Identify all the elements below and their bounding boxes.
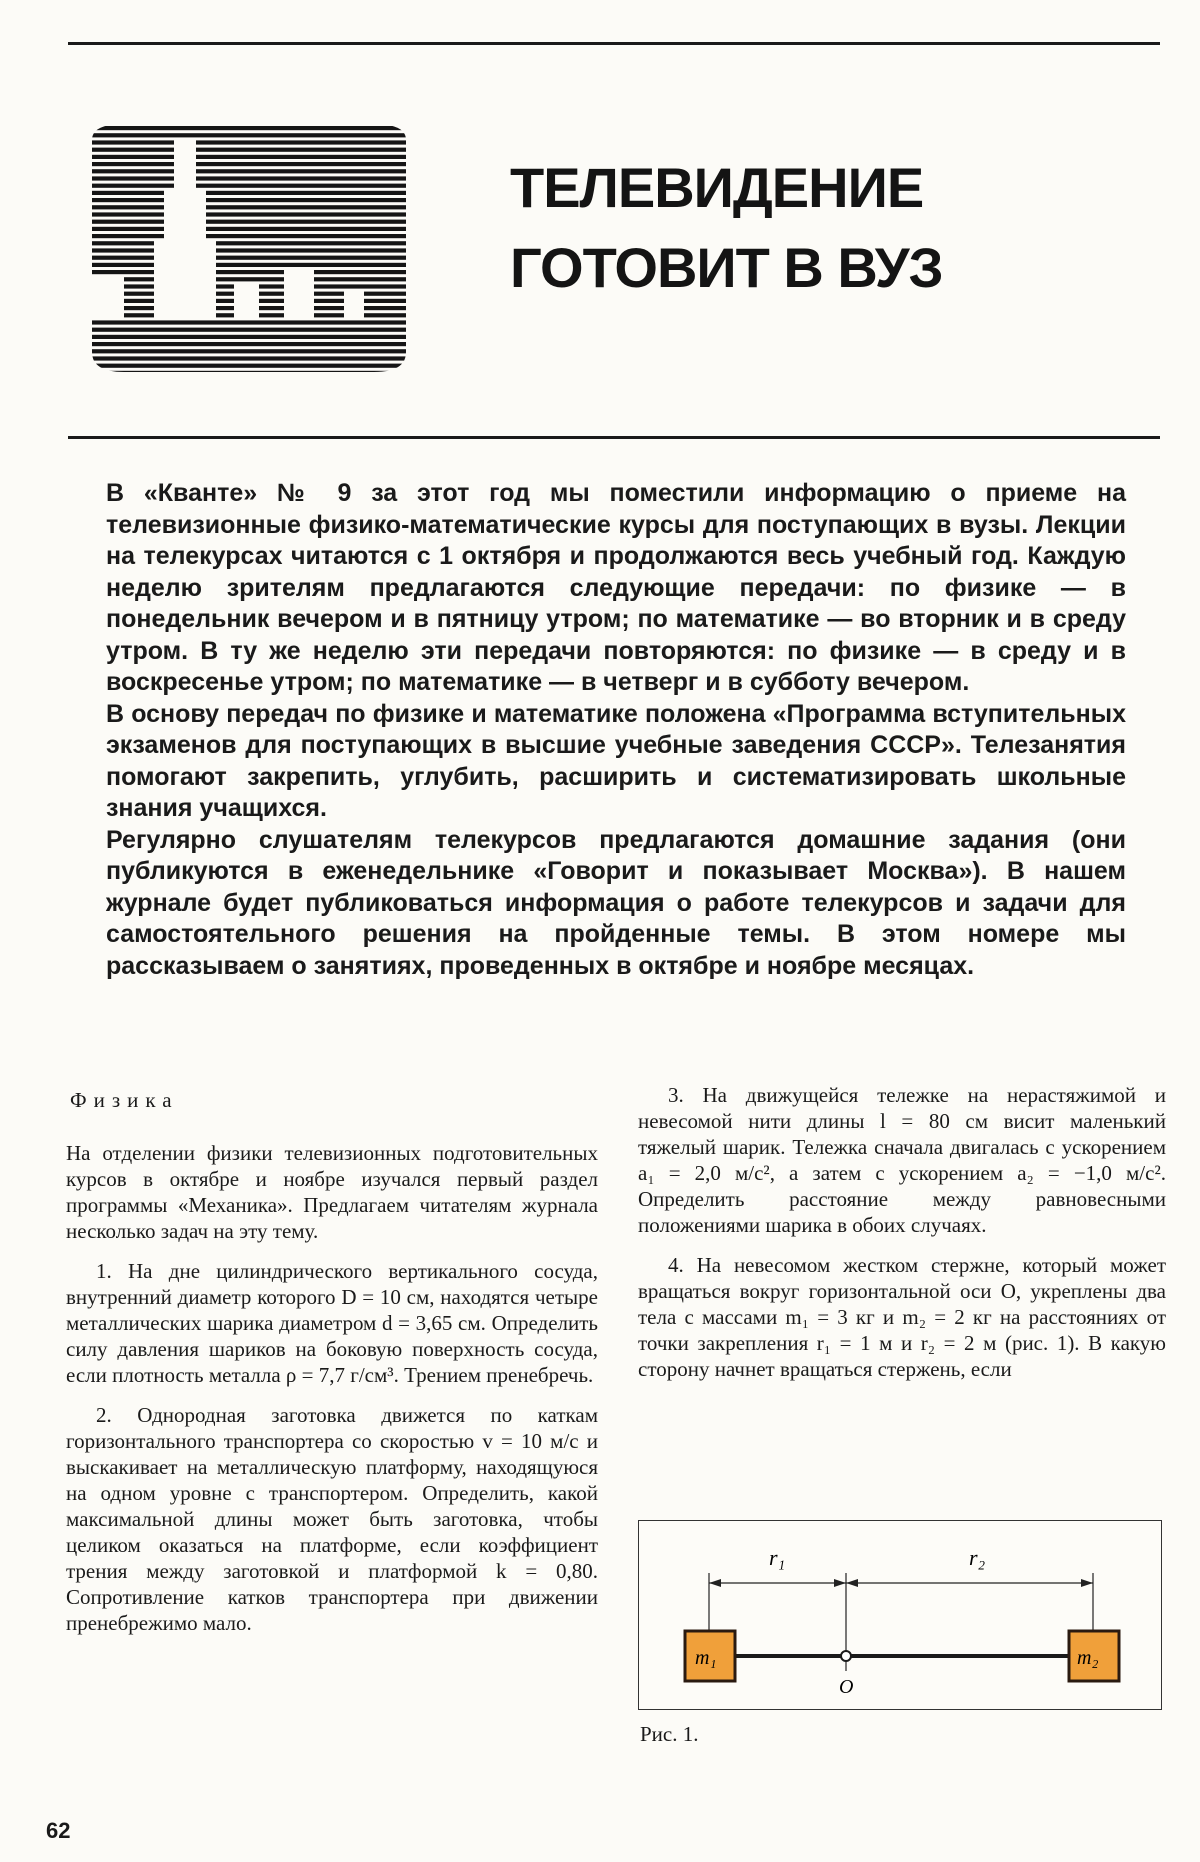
tv-stripe xyxy=(364,292,414,296)
tv-stripe xyxy=(84,126,414,130)
tv-stripe xyxy=(84,299,92,303)
tv-stripe xyxy=(84,227,164,231)
label-o: O xyxy=(839,1676,854,1698)
tv-stripe xyxy=(196,176,414,180)
intro-paragraph: В основу передач по физике и математике положена «Программа вступительных экзаменов для поступающих в высшие учебные заведения СССР». Телезанятия помогают закрепить, углубить, расширить и систематизировать школьные знания учащихся. xyxy=(106,699,1126,822)
tv-stripe xyxy=(216,313,234,317)
tv-stripe xyxy=(84,335,414,339)
label-m1: m₁ xyxy=(695,1647,717,1669)
header-bottom-rule xyxy=(68,436,1160,439)
tv-stripe xyxy=(84,342,414,346)
label-r2: r₂ xyxy=(969,1545,986,1570)
tv-stripe xyxy=(314,313,344,317)
tv-stripe xyxy=(314,306,344,310)
tv-stripe xyxy=(84,313,92,317)
tv-stripe xyxy=(206,191,414,195)
tv-stripe xyxy=(216,263,414,267)
tv-stripe xyxy=(84,263,154,267)
tv-stripe xyxy=(196,169,414,173)
tv-stripe xyxy=(259,299,284,303)
tv-stripe xyxy=(216,277,284,281)
tv-stripe xyxy=(84,155,174,159)
tv-stripe xyxy=(216,292,234,296)
section-lead: На отделении физики телевизионных подготовительных курсов в октябре и ноябре изучался первый раздел программы «Механика». Предлагаем читателям журнала несколько задач на эту тему. xyxy=(66,1141,598,1243)
tv-stripe xyxy=(84,364,414,368)
tv-stripe xyxy=(314,284,414,288)
arrowhead-icon xyxy=(846,1579,858,1587)
top-rule xyxy=(68,42,1160,45)
arrowhead-icon xyxy=(709,1579,721,1587)
tv-stripe xyxy=(84,148,174,152)
tv-stripe xyxy=(216,241,414,245)
tv-stripe xyxy=(314,299,344,303)
tv-stripe xyxy=(196,148,414,152)
problem-3: 3. На движущейся тележке на нерастяжимой и невесомой нити длины l = 80 см висит маленький тяжелый шарик. Тележка сначала двигалась с ускорением a₁ = 2,0 м/с², а затем с ускорением a₂ = −1,0 м/с². Определить расстояние между равновесными положениями шарика в обоих случаях. xyxy=(638,1083,1166,1237)
headline-line-1: ТЕЛЕВИДЕНИЕ xyxy=(510,156,924,219)
tv-stripe xyxy=(84,234,164,238)
tv-stripe xyxy=(364,306,414,310)
tv-stripe xyxy=(84,349,414,353)
tv-stripe xyxy=(206,234,414,238)
tv-stripe xyxy=(216,256,414,260)
tv-stripe xyxy=(84,184,174,188)
tv-stripe xyxy=(84,220,164,224)
tv-stripe xyxy=(196,140,414,144)
tv-stripe xyxy=(84,169,174,173)
tv-stripe xyxy=(84,248,154,252)
tv-stripe xyxy=(84,191,164,195)
tv-stripe xyxy=(216,284,234,288)
tv-stripe xyxy=(84,140,174,144)
problem-2: 2. Однородная заготовка движется по каткам горизонтального транспортера со скоростью v = 10 м/с и выскакивает на металлическую платформу, находящуюся на одном уровне с транспортером. Определить, какой максимальной длины может быть заготовка, чтобы целиком оказаться на платформе, если коэффициент трения между заготовкой и платформой k = 0,80. Сопротивление катков транспортера при движении пренебрежимо мало. xyxy=(66,1403,598,1635)
figure-1 xyxy=(638,1520,1162,1710)
tv-stripe xyxy=(84,320,414,324)
tv-stripe xyxy=(124,306,154,310)
tv-stripe xyxy=(259,292,284,296)
figure-caption: Рис. 1. xyxy=(640,1722,699,1746)
tv-stripe xyxy=(364,299,414,303)
tv-stripe xyxy=(84,162,174,166)
tv-stripe xyxy=(216,306,234,310)
tv-stripe xyxy=(84,270,154,274)
tv-stripe xyxy=(259,284,284,288)
tv-stripe xyxy=(84,356,414,360)
intro-text xyxy=(106,478,1126,982)
tv-stripe xyxy=(84,277,92,281)
tv-stripe xyxy=(216,299,234,303)
tv-stripe xyxy=(216,248,414,252)
tv-screen-logo-icon xyxy=(84,120,414,380)
intro-paragraph: В «Кванте» № 9 за этот год мы поместили информацию о приеме на телевизионные физико-математические курсы для поступающих в вузы. Лекции на телекурсах читаются с 1 октября и продолжаются весь учебный год. Каждую неделю зрителям предлагаются следующие передачи: по физике — в понедельник вечером и в пятницу утром; по математике — во вторник и в среду утром. В ту же неделю эти передачи повторяются: по физике — в среду и в воскресенье утром; по математике — в четверг и в субботу вечером. xyxy=(106,479,1126,696)
label-m2: m₂ xyxy=(1077,1647,1099,1669)
problem-4: 4. На невесомом жестком стержне, который может вращаться вокруг горизонтальной оси O, укреплены два тела с массами m₁ = 3 кг и m₂ = 2 кг на расстояниях от точки закрепления r₁ = 1 м и r₂ = 2 м (рис. 1). В какую сторону начнет вращаться стержень, если xyxy=(638,1253,1166,1381)
tv-stripe xyxy=(84,306,92,310)
tv-stripe xyxy=(84,241,154,245)
tv-stripe xyxy=(84,198,164,202)
tv-stripe xyxy=(84,292,92,296)
tv-stripe xyxy=(206,205,414,209)
tv-stripe xyxy=(84,371,414,375)
tv-stripe xyxy=(196,184,414,188)
section-title: Физика xyxy=(70,1088,179,1112)
tv-stripe xyxy=(84,212,164,216)
tv-stripe xyxy=(314,277,414,281)
tv-stripe xyxy=(84,284,92,288)
intro-paragraph: Регулярно слушателям телекурсов предлагаются домашние задания (они публикуются в еженедельнике «Говорит и показывает Москва»). В нашем журнале будет публиковаться информация о работе телекурсов и задачи для самостоятельного решения на пройденные темы. В этом номере мы рассказываем о занятиях, проведенных в октябре и ноябре месяцах. xyxy=(106,825,1126,980)
tv-stripe xyxy=(124,313,154,317)
tv-stripe xyxy=(84,256,154,260)
page-number: 62 xyxy=(46,1818,71,1843)
tv-stripe xyxy=(84,133,414,137)
tv-stripe xyxy=(206,227,414,231)
arrowhead-icon xyxy=(834,1579,846,1587)
left-column xyxy=(66,1140,598,1650)
arrowhead-icon xyxy=(1081,1579,1093,1587)
tv-stripe xyxy=(124,299,154,303)
problem-1: 1. На дне цилиндрического вертикального сосуда, внутренний диаметр которого D = 10 см, находятся четыре металлических шарика диаметром d = 3,65 см. Определить силу давления шариков на боковую поверхность сосуда, если плотность металла ρ = 7,7 г/см³. Трением пренебречь. xyxy=(66,1259,598,1387)
tv-stripe xyxy=(124,292,154,296)
tv-stripe xyxy=(216,270,284,274)
tv-stripe xyxy=(206,220,414,224)
tv-stripe xyxy=(84,205,164,209)
tv-stripe xyxy=(124,277,154,281)
label-r1: r₁ xyxy=(769,1545,786,1570)
rod-diagram xyxy=(639,1521,1161,1709)
tv-stripe xyxy=(124,284,154,288)
right-column xyxy=(638,1082,1166,1396)
tv-stripe xyxy=(259,313,284,317)
tv-stripe xyxy=(314,270,414,274)
headline-line-2: ГОТОВИТ В ВУЗ xyxy=(510,236,943,299)
tv-stripe xyxy=(259,306,284,310)
tv-stripe xyxy=(206,212,414,216)
tv-stripe xyxy=(84,328,414,332)
tv-stripe xyxy=(314,292,344,296)
tv-stripe xyxy=(206,198,414,202)
tv-stripe xyxy=(364,313,414,317)
tv-stripe xyxy=(196,155,414,159)
tv-stripe xyxy=(196,162,414,166)
pivot-icon xyxy=(841,1651,851,1661)
tv-stripe xyxy=(84,176,174,180)
